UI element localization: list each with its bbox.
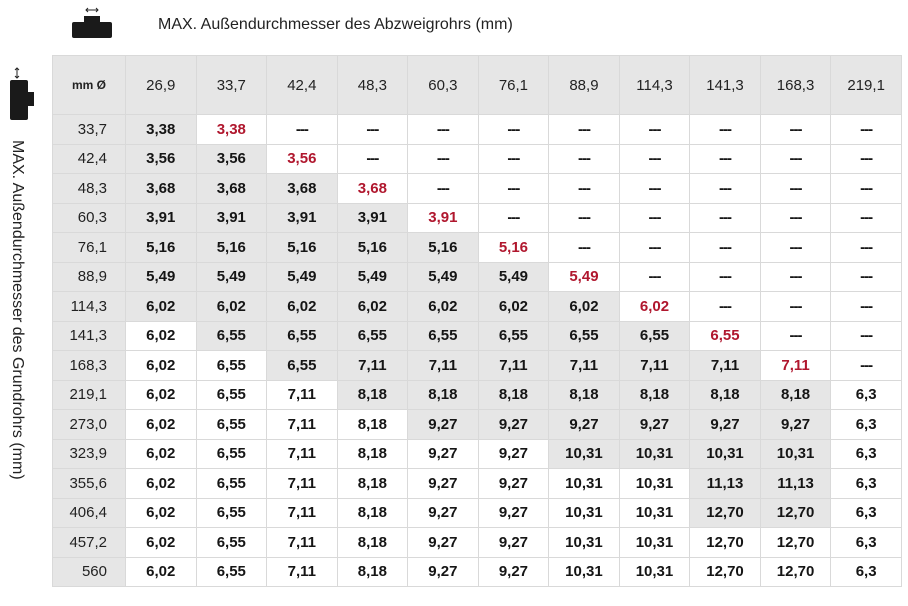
- table-cell: 6,55: [620, 322, 690, 351]
- table-cell: ---: [831, 351, 901, 380]
- row-header: 141,3: [53, 322, 125, 351]
- table-cell: ---: [549, 145, 619, 174]
- row-header: 60,3: [53, 204, 125, 233]
- row-header: 457,2: [53, 528, 125, 557]
- row-header: 273,0: [53, 410, 125, 439]
- table-cell: 6,55: [479, 322, 549, 351]
- row-header: 42,4: [53, 145, 125, 174]
- table-cell: ---: [690, 174, 760, 203]
- table-cell: 3,68: [338, 174, 408, 203]
- table-cell: 10,31: [620, 558, 690, 587]
- table-cell: ---: [761, 322, 831, 351]
- table-cell: 3,91: [267, 204, 337, 233]
- table-cell: 8,18: [338, 469, 408, 498]
- table-cell: ---: [690, 263, 760, 292]
- table-cell: 7,11: [338, 351, 408, 380]
- table-cell: 8,18: [620, 381, 690, 410]
- row-header: 76,1: [53, 233, 125, 262]
- table-cell: ---: [831, 233, 901, 262]
- corner-label: mm Ø: [53, 56, 125, 114]
- branch-pipe-icon: [70, 6, 114, 40]
- table-cell: 6,02: [126, 558, 196, 587]
- table-cell: 6,55: [197, 499, 267, 528]
- table-cell: 10,31: [620, 499, 690, 528]
- table-cell: 8,18: [549, 381, 619, 410]
- table-cell: ---: [831, 322, 901, 351]
- table-cell: 10,31: [761, 440, 831, 469]
- table-cell: 3,91: [338, 204, 408, 233]
- column-header: 168,3: [761, 56, 831, 114]
- table-row: [53, 263, 901, 292]
- table-cell: 12,70: [761, 499, 831, 528]
- table-cell: 7,11: [267, 499, 337, 528]
- table-cell: 5,49: [338, 263, 408, 292]
- table-cell: 6,55: [197, 351, 267, 380]
- row-header: 48,3: [53, 174, 125, 203]
- table-cell: 8,18: [690, 381, 760, 410]
- table-row: [53, 292, 901, 321]
- table-cell: 12,70: [761, 558, 831, 587]
- table-cell: 6,3: [831, 410, 901, 439]
- table-row: [53, 410, 901, 439]
- table-cell: 8,18: [479, 381, 549, 410]
- table-cell: ---: [690, 145, 760, 174]
- table-cell: ---: [690, 204, 760, 233]
- table-cell: ---: [620, 145, 690, 174]
- table-cell: 12,70: [690, 499, 760, 528]
- table-cell: 3,91: [197, 204, 267, 233]
- table-cell: 5,16: [338, 233, 408, 262]
- table-cell: 5,49: [549, 263, 619, 292]
- table-cell: 9,27: [408, 410, 478, 439]
- table-cell: 6,55: [338, 322, 408, 351]
- table-cell: 11,13: [690, 469, 760, 498]
- table-cell: 3,68: [197, 174, 267, 203]
- column-header: 48,3: [338, 56, 408, 114]
- table-cell: 6,3: [831, 528, 901, 557]
- table-cell: 7,11: [761, 351, 831, 380]
- table-cell: ---: [408, 115, 478, 144]
- table-cell: ---: [761, 145, 831, 174]
- table-cell: 6,3: [831, 558, 901, 587]
- table-cell: 6,02: [479, 292, 549, 321]
- table-cell: ---: [620, 115, 690, 144]
- table-cell: 9,27: [479, 499, 549, 528]
- table-cell: 10,31: [549, 528, 619, 557]
- table-cell: 7,11: [408, 351, 478, 380]
- row-header: 219,1: [53, 381, 125, 410]
- table-cell: 12,70: [690, 528, 760, 557]
- table-cell: 8,18: [338, 528, 408, 557]
- table-cell: 6,02: [267, 292, 337, 321]
- table-cell: 6,3: [831, 469, 901, 498]
- table-cell: 6,02: [126, 292, 196, 321]
- table-cell: 6,55: [408, 322, 478, 351]
- header-row: [53, 56, 901, 114]
- table-cell: 10,31: [549, 440, 619, 469]
- table-cell: 9,27: [549, 410, 619, 439]
- table-row: [53, 351, 901, 380]
- table-cell: 9,27: [479, 528, 549, 557]
- table-cell: 6,02: [408, 292, 478, 321]
- row-header: 560: [53, 558, 125, 587]
- table-cell: 10,31: [620, 440, 690, 469]
- table-cell: 6,55: [197, 322, 267, 351]
- table-cell: 7,11: [267, 558, 337, 587]
- table-cell: 3,56: [197, 145, 267, 174]
- table-cell: ---: [338, 145, 408, 174]
- table-row: [53, 440, 901, 469]
- table-cell: ---: [761, 115, 831, 144]
- table-cell: 9,27: [479, 440, 549, 469]
- table-cell: ---: [549, 174, 619, 203]
- table-cell: 5,49: [267, 263, 337, 292]
- table-cell: 5,16: [408, 233, 478, 262]
- table-cell: ---: [761, 233, 831, 262]
- column-header: 114,3: [620, 56, 690, 114]
- table-cell: 12,70: [690, 558, 760, 587]
- table-cell: ---: [267, 115, 337, 144]
- diameter-table-wrap: [52, 55, 902, 587]
- table-cell: 6,55: [267, 351, 337, 380]
- table-cell: 6,02: [126, 469, 196, 498]
- table-cell: 6,55: [197, 558, 267, 587]
- table-row: [53, 204, 901, 233]
- table-cell: 10,31: [549, 499, 619, 528]
- table-cell: 6,02: [126, 351, 196, 380]
- table-cell: ---: [761, 174, 831, 203]
- table-cell: 6,02: [338, 292, 408, 321]
- table-cell: 6,02: [620, 292, 690, 321]
- table-cell: 5,49: [408, 263, 478, 292]
- row-header: 33,7: [53, 115, 125, 144]
- table-cell: 6,02: [126, 410, 196, 439]
- row-header: 406,4: [53, 499, 125, 528]
- table-row: [53, 381, 901, 410]
- table-cell: 8,18: [338, 558, 408, 587]
- table-cell: ---: [408, 145, 478, 174]
- main-pipe-icon: [8, 66, 38, 122]
- table-cell: 6,55: [197, 381, 267, 410]
- table-row: [53, 558, 901, 587]
- table-cell: 10,31: [549, 469, 619, 498]
- table-cell: ---: [831, 115, 901, 144]
- table-cell: 3,56: [267, 145, 337, 174]
- table-cell: 7,11: [479, 351, 549, 380]
- table-cell: 8,18: [761, 381, 831, 410]
- table-cell: 9,27: [620, 410, 690, 439]
- table-cell: 7,11: [549, 351, 619, 380]
- table-cell: 3,38: [126, 115, 196, 144]
- table-cell: 6,55: [197, 410, 267, 439]
- table-cell: 9,27: [408, 469, 478, 498]
- main-diameter-title: MAX. Außendurchmesser des Grundrohrs (mm): [9, 140, 26, 480]
- column-header: 42,4: [267, 56, 337, 114]
- table-cell: 9,27: [408, 528, 478, 557]
- row-header: 88,9: [53, 263, 125, 292]
- table-cell: 10,31: [620, 469, 690, 498]
- table-cell: 9,27: [408, 558, 478, 587]
- table-cell: 6,55: [549, 322, 619, 351]
- table-cell: ---: [690, 292, 760, 321]
- table-cell: 7,11: [267, 381, 337, 410]
- row-header: 114,3: [53, 292, 125, 321]
- table-cell: 6,02: [549, 292, 619, 321]
- table-cell: 9,27: [479, 469, 549, 498]
- table-cell: ---: [620, 263, 690, 292]
- table-cell: 9,27: [408, 499, 478, 528]
- column-header: 60,3: [408, 56, 478, 114]
- table-cell: ---: [831, 292, 901, 321]
- table-cell: 9,27: [408, 440, 478, 469]
- table-cell: 9,27: [690, 410, 760, 439]
- table-cell: 9,27: [479, 410, 549, 439]
- column-header: 141,3: [690, 56, 760, 114]
- table-cell: ---: [549, 115, 619, 144]
- column-header: 76,1: [479, 56, 549, 114]
- table-cell: 3,68: [267, 174, 337, 203]
- table-cell: 5,49: [479, 263, 549, 292]
- table-cell: 5,49: [126, 263, 196, 292]
- table-cell: 6,55: [197, 469, 267, 498]
- table-cell: 3,91: [408, 204, 478, 233]
- table-cell: 5,49: [197, 263, 267, 292]
- row-header: 323,9: [53, 440, 125, 469]
- table-cell: 6,02: [126, 381, 196, 410]
- table-cell: 6,55: [197, 440, 267, 469]
- table-cell: 3,56: [126, 145, 196, 174]
- table-cell: ---: [408, 174, 478, 203]
- table-cell: ---: [831, 145, 901, 174]
- table-cell: 6,02: [126, 322, 196, 351]
- table-cell: 7,11: [620, 351, 690, 380]
- table-cell: 10,31: [549, 558, 619, 587]
- table-cell: 5,16: [126, 233, 196, 262]
- table-cell: ---: [620, 233, 690, 262]
- table-cell: 5,16: [479, 233, 549, 262]
- table-cell: 6,3: [831, 440, 901, 469]
- main-diameter-title-wrap: [8, 140, 36, 520]
- table-row: [53, 115, 901, 144]
- table-cell: 8,18: [338, 440, 408, 469]
- table-row: [53, 233, 901, 262]
- table-cell: ---: [479, 174, 549, 203]
- table-cell: 10,31: [620, 528, 690, 557]
- table-body: [53, 115, 901, 586]
- table-cell: ---: [831, 174, 901, 203]
- table-cell: 7,11: [267, 410, 337, 439]
- table-cell: 8,18: [338, 410, 408, 439]
- table-cell: ---: [479, 145, 549, 174]
- column-header: 33,7: [197, 56, 267, 114]
- table-cell: ---: [831, 204, 901, 233]
- column-header: 88,9: [549, 56, 619, 114]
- table-cell: 8,18: [408, 381, 478, 410]
- table-cell: 6,02: [126, 528, 196, 557]
- column-header: 219,1: [831, 56, 901, 114]
- table-cell: 5,16: [197, 233, 267, 262]
- table-cell: ---: [761, 204, 831, 233]
- table-cell: 12,70: [761, 528, 831, 557]
- table-row: [53, 469, 901, 498]
- table-cell: ---: [690, 233, 760, 262]
- row-header: 355,6: [53, 469, 125, 498]
- table-cell: ---: [338, 115, 408, 144]
- table-row: [53, 145, 901, 174]
- table-cell: 6,3: [831, 499, 901, 528]
- table-cell: 6,02: [126, 499, 196, 528]
- table-cell: 6,55: [267, 322, 337, 351]
- table-cell: ---: [620, 204, 690, 233]
- table-cell: 8,18: [338, 381, 408, 410]
- table-cell: 6,55: [690, 322, 760, 351]
- table-row: [53, 322, 901, 351]
- table-cell: 11,13: [761, 469, 831, 498]
- table-cell: 6,55: [197, 528, 267, 557]
- wall-thickness-table: [52, 55, 902, 587]
- table-cell: 5,16: [267, 233, 337, 262]
- table-cell: 3,68: [126, 174, 196, 203]
- table-cell: 7,11: [690, 351, 760, 380]
- table-cell: 7,11: [267, 528, 337, 557]
- table-cell: 6,02: [197, 292, 267, 321]
- table-cell: 8,18: [338, 499, 408, 528]
- table-cell: ---: [549, 204, 619, 233]
- table-cell: 3,38: [197, 115, 267, 144]
- table-row: [53, 528, 901, 557]
- table-cell: 7,11: [267, 469, 337, 498]
- table-cell: ---: [761, 292, 831, 321]
- table-cell: 3,91: [126, 204, 196, 233]
- row-header: 168,3: [53, 351, 125, 380]
- table-cell: 10,31: [690, 440, 760, 469]
- table-cell: ---: [690, 115, 760, 144]
- table-cell: 7,11: [267, 440, 337, 469]
- table-cell: 9,27: [761, 410, 831, 439]
- table-cell: 9,27: [479, 558, 549, 587]
- table-cell: ---: [549, 233, 619, 262]
- table-cell: ---: [479, 204, 549, 233]
- table-cell: 6,3: [831, 381, 901, 410]
- table-row: [53, 499, 901, 528]
- column-header: 26,9: [126, 56, 196, 114]
- table-cell: ---: [761, 263, 831, 292]
- table-cell: ---: [620, 174, 690, 203]
- branch-diameter-title: MAX. Außendurchmesser des Abzweigrohrs (mm): [158, 16, 513, 33]
- table-row: [53, 174, 901, 203]
- table-cell: ---: [831, 263, 901, 292]
- table-cell: 6,02: [126, 440, 196, 469]
- table-cell: ---: [479, 115, 549, 144]
